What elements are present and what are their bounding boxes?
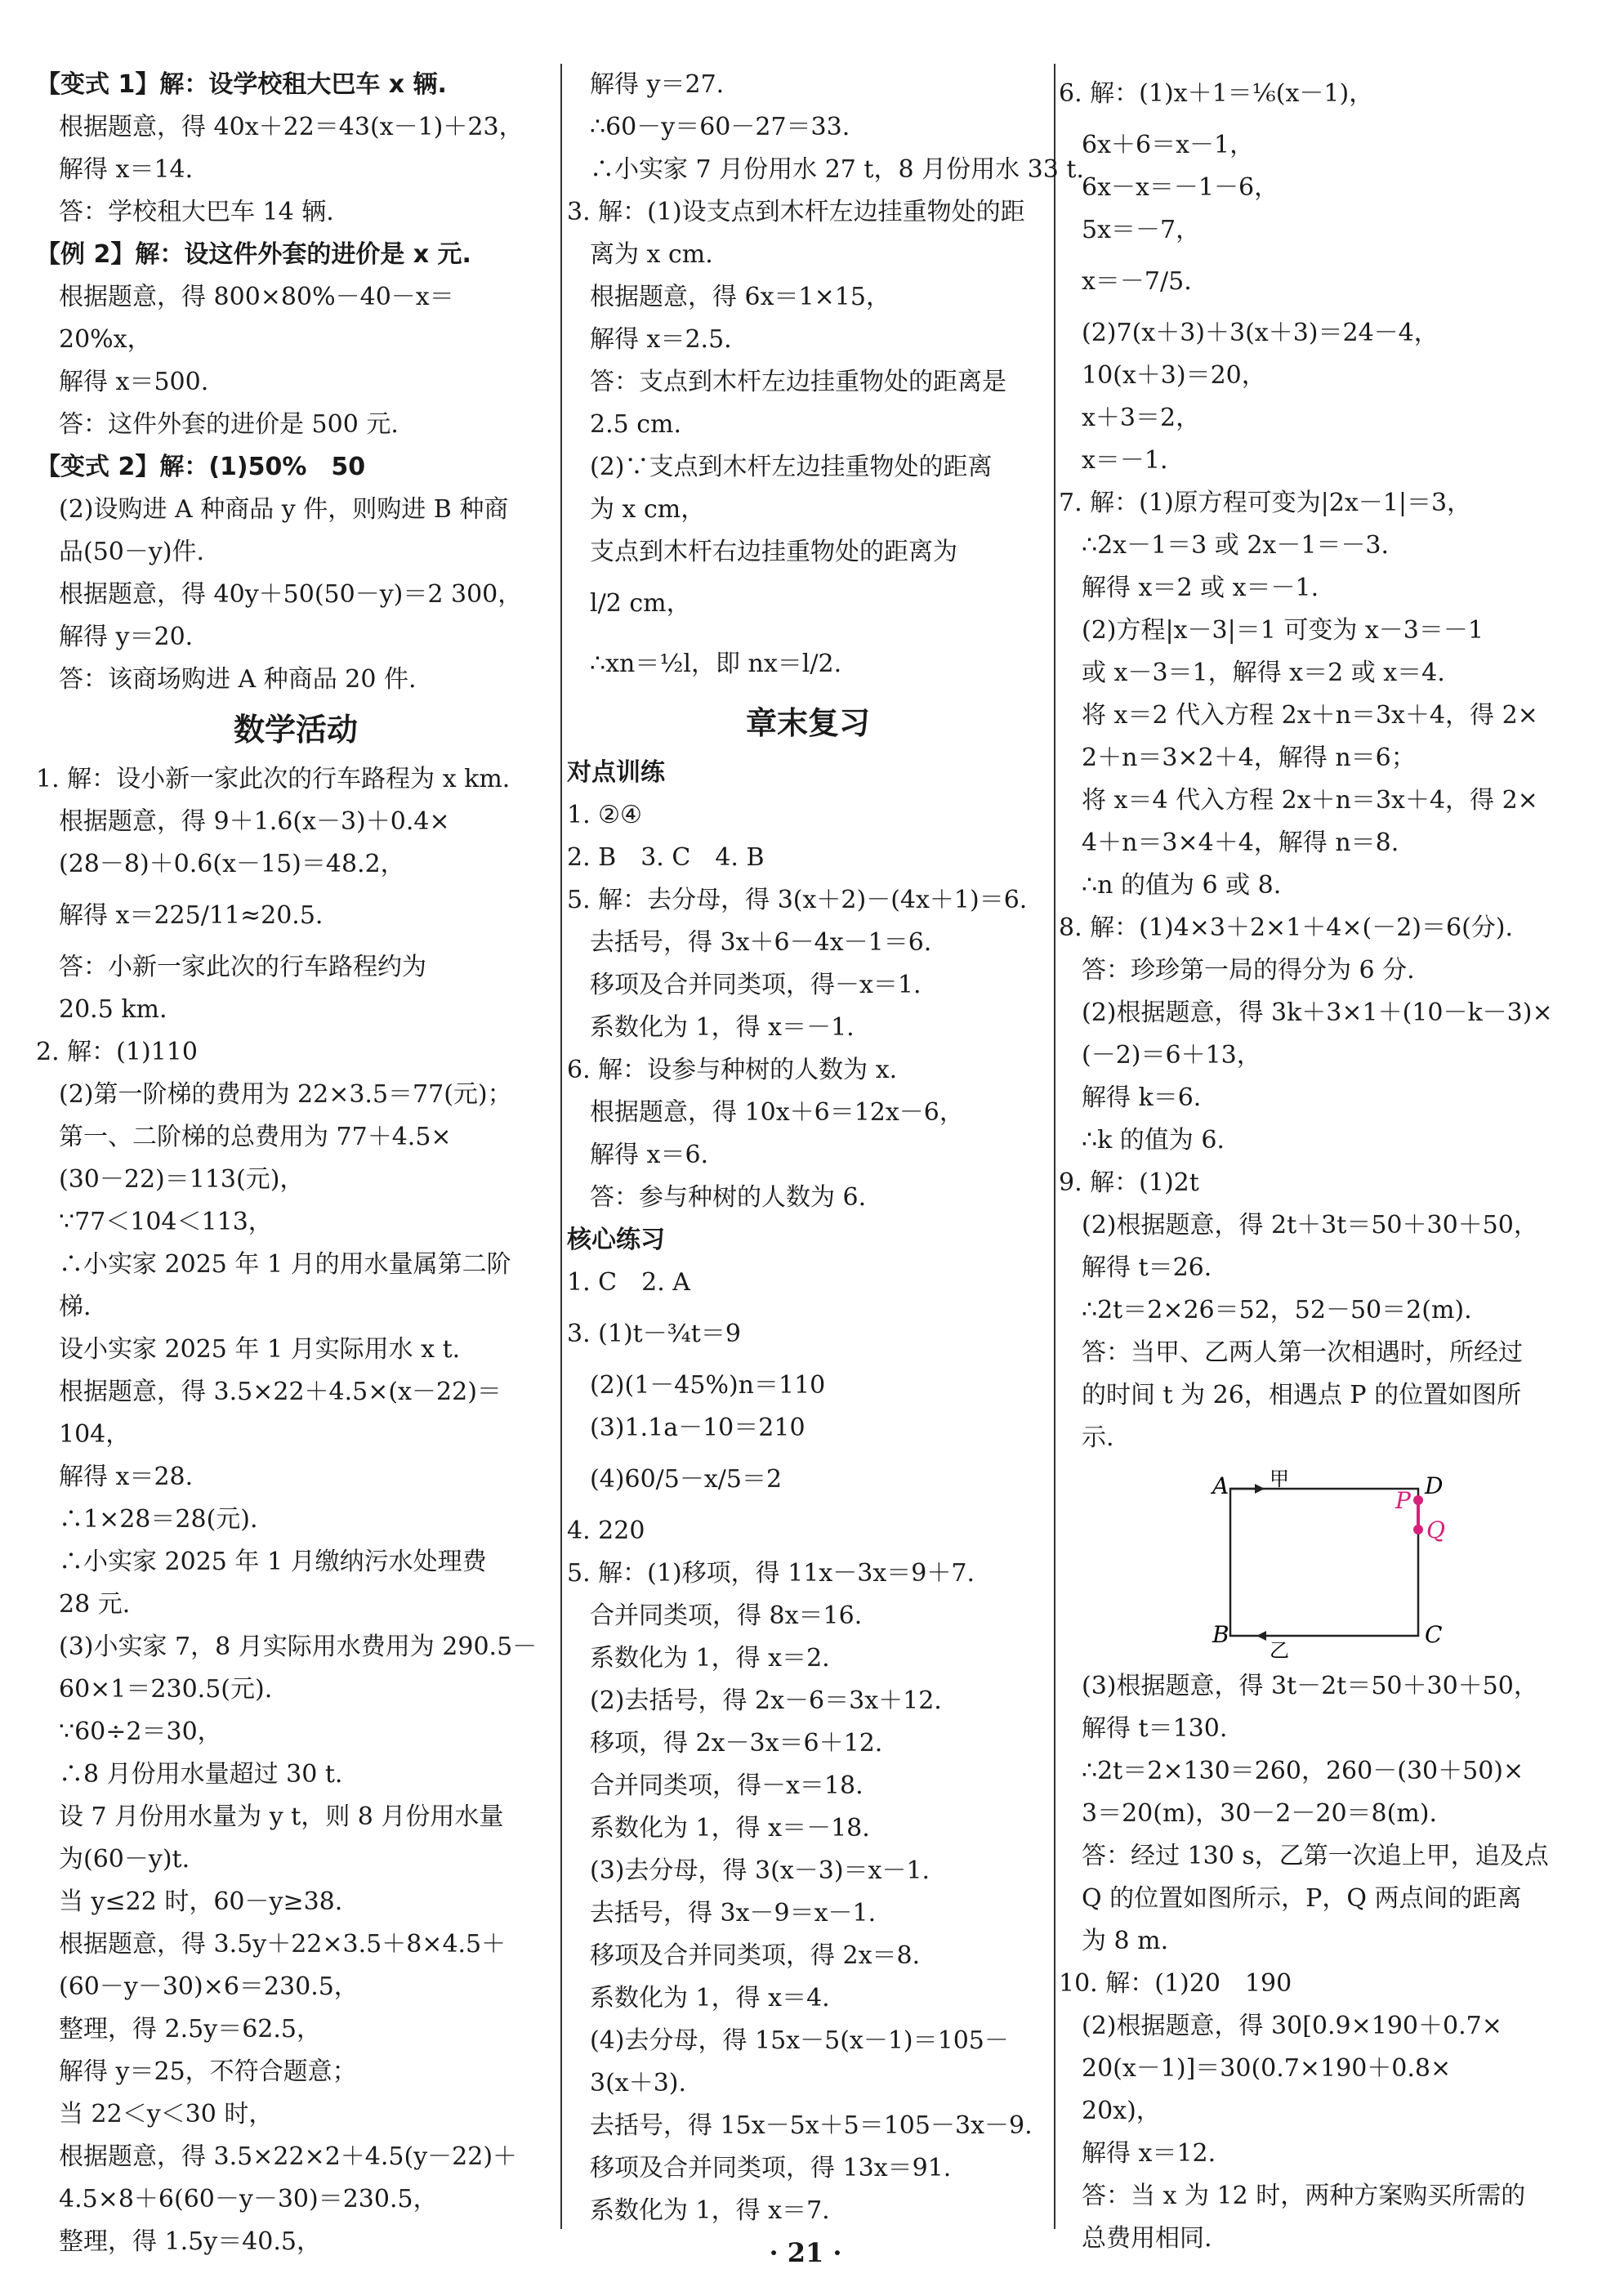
answer-line: 20%x，: [59, 325, 152, 354]
answer-line: (2)去括号，得 2x－6＝3x＋12.: [590, 1686, 942, 1715]
answer-line: x＝－1.: [1082, 446, 1168, 475]
answer-column-3: [1059, 64, 1578, 2260]
answer-line: 合并同类项，得 8x＝16.: [590, 1601, 863, 1630]
answer-line: 28 元.: [59, 1590, 131, 1619]
answer-line: Q 的位置如图所示，P，Q 两点间的距离: [1082, 1884, 1522, 1913]
answer-line: (2)方程|x－3|＝1 可变为 x－3＝－1: [1082, 616, 1484, 645]
answer-line: 去括号，得 3x＋6－4x－1＝6.: [590, 928, 932, 957]
answer-line: 移项及合并同类项，得 2x＝8.: [590, 1941, 921, 1970]
answer-line: (2)∵支点到木杆左边挂重物处的距离: [590, 453, 993, 481]
answer-line: 当 22＜y＜30 时，: [59, 2100, 274, 2128]
answer-line: (4)60/5－x/5＝2: [590, 1465, 783, 1494]
answer-line: 移项，得 2x－3x＝6＋12.: [590, 1729, 883, 1758]
answer-line: 6. 解：(1)x＋1＝⅙(x－1)，: [1059, 79, 1374, 108]
label-c: C: [1425, 1621, 1443, 1648]
answer-line: 根据题意，得 6x＝1×15，: [590, 283, 890, 311]
answer-line: 3. 解：(1)设支点到木杆左边挂重物处的距: [567, 198, 1025, 226]
answer-line: 当 y≤22 时，60－y≥38.: [59, 1887, 343, 1916]
answer-line: (30－22)＝113(元)，: [59, 1165, 305, 1194]
answer-line: ∴8 月份用水量超过 30 t.: [59, 1760, 343, 1789]
answer-line: 5. 解：去分母，得 3(x＋2)－(4x＋1)＝6.: [567, 886, 1028, 914]
answer-line: 为 x cm，: [590, 495, 706, 524]
answer-line: (2)7(x＋3)＋3(x＋3)＝24－4，: [1082, 319, 1439, 347]
answer-line: 2.5 cm.: [590, 410, 682, 439]
answer-line: 整理，得 2.5y＝62.5，: [59, 2015, 321, 2044]
label-d: D: [1425, 1472, 1444, 1499]
track-rectangle: [1230, 1489, 1418, 1636]
answer-line: 20x)，: [1082, 2097, 1161, 2125]
answer-line: 示.: [1082, 1423, 1114, 1452]
answer-line: ∴1×28＝28(元).: [59, 1505, 258, 1534]
answer-line: 支点到木杆右边挂重物处的距离为: [590, 538, 957, 566]
answer-line: 根据题意，得 9＋1.6(x－3)＋0.4×: [59, 807, 450, 836]
answer-line: ∴2x－1＝3 或 2x－1＝－3.: [1082, 531, 1390, 560]
answer-line: 答：这件外套的进价是 500 元.: [59, 410, 399, 439]
answer-line: 答：珍珍第一局的得分为 6 分.: [1082, 956, 1415, 985]
answer-line: 9. 解：(1)2t: [1059, 1168, 1199, 1197]
rectangle-track-figure: [1059, 1464, 1578, 1660]
answer-line: ∵77＜104＜113，: [59, 1208, 273, 1236]
answer-line: 解得 x＝500.: [59, 368, 209, 396]
answer-line: 根据题意，得 3.5×22×2＋4.5(y－22)＋: [59, 2142, 518, 2171]
answer-line: 6. 解：设参与种树的人数为 x.: [567, 1056, 898, 1084]
answer-line: 104，: [59, 1420, 131, 1449]
answer-line: 【例 2】解：设这件外套的进价是 x 元.: [36, 240, 471, 269]
answer-line: 20.5 km.: [59, 995, 167, 1024]
answer-line: 根据题意，得 3.5×22＋4.5×(x－22)＝: [59, 1378, 502, 1406]
answer-line: 数学活动: [233, 712, 358, 748]
answer-line: 答：小新一家此次的行车路程约为: [59, 953, 426, 981]
answer-line: (2)根据题意，得 2t＋3t＝50＋30＋50，: [1082, 1211, 1538, 1240]
answer-line: 章末复习: [745, 705, 870, 741]
answer-line: ∴小实家 2025 年 1 月缴纳污水处理费: [59, 1548, 487, 1576]
answer-line: 解得 y＝27.: [590, 70, 725, 99]
answer-column-1: [36, 64, 556, 2263]
answer-line: 系数化为 1，得 x＝2.: [590, 1644, 830, 1673]
answer-line: (3)根据题意，得 3t－2t＝50＋30＋50，: [1082, 1672, 1538, 1700]
answer-line: ∴小实家 7 月份用水 27 t，8 月份用水 33 t.: [590, 155, 1084, 184]
column-divider-1: [560, 64, 562, 2229]
answer-line: 3(x＋3).: [590, 2069, 687, 2097]
label-p: P: [1395, 1487, 1411, 1514]
answer-line: 答：参与种树的人数为 6.: [590, 1183, 867, 1212]
column-divider-2: [1054, 64, 1055, 2229]
answer-line: ∴60－y＝60－27＝33.: [590, 113, 850, 141]
answer-line: 核心练习: [567, 1226, 665, 1254]
answer-line: (2)根据题意，得 30[0.9×190＋0.7×: [1082, 2012, 1502, 2040]
answer-line: ∴小实家 2025 年 1 月的用水量属第二阶: [59, 1250, 511, 1279]
page-number: · 21 ·: [769, 2237, 842, 2268]
answer-line: 2. B 3. C 4. B: [567, 843, 765, 872]
answer-line: 解得 t＝130.: [1082, 1714, 1228, 1743]
answer-line: 解得 k＝6.: [1082, 1083, 1202, 1112]
jia-arrow-head: [1255, 1484, 1265, 1494]
answer-line: 系数化为 1，得 x＝7.: [590, 2196, 830, 2225]
answer-line: (2)(1－45%)n＝110: [590, 1371, 826, 1400]
answer-line: 20(x－1)]＝30(0.7×190＋0.8×: [1082, 2054, 1452, 2083]
answer-line: 系数化为 1，得 x＝－18.: [590, 1814, 870, 1843]
answer-line: 根据题意，得 40x＋22＝43(x－1)＋23，: [59, 113, 524, 141]
answer-line: ∴2t＝2×130＝260，260－(30＋50)×: [1082, 1757, 1524, 1785]
answer-line: (60－y－30)×6＝230.5，: [59, 1972, 359, 2001]
answer-line: 系数化为 1，得 x＝－1.: [590, 1013, 855, 1042]
answer-line: 1. C 2. A: [567, 1268, 690, 1297]
track-diagram: [1059, 1464, 1578, 1660]
answer-line: (4)去分母，得 15x－5(x－1)＝105－: [590, 2026, 1009, 2055]
answer-line: 解得 x＝14.: [59, 155, 194, 184]
answer-line: 根据题意，得 800×80%－40－x＝: [59, 283, 454, 311]
answer-line: 根据题意，得 10x＋6＝12x－6，: [590, 1098, 964, 1127]
answer-line: 10(x＋3)＝20，: [1082, 361, 1266, 390]
answer-line: (2)设购进 A 种商品 y 件，则购进 B 种商: [59, 495, 509, 524]
answer-line: 1. 解：设小新一家此次的行车路程为 x km.: [36, 765, 511, 793]
answer-line: 2＋n＝3×2＋4，解得 n＝6；: [1082, 744, 1416, 772]
answer-line: 4.5×8＋6(60－y－30)＝230.5，: [59, 2185, 438, 2213]
answer-line: (28－8)＋0.6(x－15)＝48.2，: [59, 850, 405, 878]
answer-line: ∵60÷2＝30，: [59, 1718, 222, 1746]
answer-line: (－2)＝6＋13，: [1082, 1041, 1261, 1070]
answer-column-2: [567, 64, 1084, 2232]
label-jia: 甲: [1270, 1467, 1289, 1490]
answer-line: 6x－x＝－1－6，: [1082, 173, 1279, 202]
answer-line: 【变式 2】解：(1)50% 50: [36, 453, 366, 481]
answer-line: 6x＋6＝x－1，: [1082, 131, 1255, 159]
answer-line: 将 x＝4 代入方程 2x＋n＝3x＋4，得 2×: [1082, 786, 1538, 815]
answer-line: ∴k 的值为 6.: [1082, 1126, 1225, 1155]
answer-line: 解得 x＝2.5.: [590, 325, 732, 354]
answer-line: 8. 解：(1)4×3＋2×1＋4×(－2)＝6(分).: [1059, 913, 1514, 942]
answer-line: 根据题意，得 3.5y＋22×3.5＋8×4.5＋: [59, 1930, 507, 1959]
answer-line: 3. (1)t－¾t＝9: [567, 1320, 741, 1348]
answer-line: 答：当甲、乙两人第一次相遇时，所经过: [1082, 1338, 1523, 1367]
answer-line: 去括号，得 15x－5x＋5＝105－3x－9.: [590, 2111, 1033, 2140]
answer-line: ∴xn＝½l，即 nx＝l/2.: [590, 650, 842, 678]
label-q: Q: [1426, 1517, 1445, 1543]
answer-column-3-top: [1059, 64, 1578, 1459]
label-a: A: [1212, 1472, 1229, 1499]
answer-line: 2. 解：(1)110: [36, 1038, 198, 1066]
answer-line: (3)小实家 7，8 月实际用水费用为 290.5－: [59, 1633, 538, 1661]
answer-line: 根据题意，得 40y＋50(50－y)＝2 300，: [59, 580, 523, 609]
answer-line: 移项及合并同类项，得 13x＝91.: [590, 2154, 952, 2182]
answer-line: 解得 y＝25，不符合题意；: [59, 2057, 357, 2086]
answer-line: 答：学校租大巴车 14 辆.: [59, 198, 334, 226]
answer-line: 4＋n＝3×4＋4，解得 n＝8.: [1082, 829, 1399, 857]
answer-line: (3)1.1a－10＝210: [590, 1414, 806, 1442]
answer-line: 对点训练: [567, 758, 665, 787]
answer-line: 将 x＝2 代入方程 2x＋n＝3x＋4，得 2×: [1082, 701, 1538, 730]
answer-line: 总费用相同.: [1082, 2224, 1212, 2253]
answer-line: 答：经过 130 s，乙第一次追上甲，追及点: [1082, 1842, 1549, 1870]
answer-line: 解得 x＝6.: [590, 1141, 709, 1169]
answer-line: 解得 x＝12.: [1082, 2139, 1216, 2168]
answer-column-3-bottom: [1059, 1665, 1578, 2260]
answer-line: 【变式 1】解：设学校租大巴车 x 辆.: [36, 70, 447, 99]
answer-line: 设 7 月份用水量为 y t，则 8 月份用水量: [59, 1802, 504, 1831]
answer-line: (3)去分母，得 3(x－3)＝x－1.: [590, 1856, 930, 1885]
answer-line: 合并同类项，得－x＝18.: [590, 1771, 864, 1800]
label-b: B: [1212, 1621, 1229, 1648]
yi-arrow-head: [1256, 1631, 1266, 1641]
answer-line: 3＝20(m)，30－2－20＝8(m).: [1082, 1799, 1438, 1828]
answer-line: x＝－7/5.: [1082, 267, 1192, 296]
answer-line: 1. ②④: [567, 801, 642, 829]
answer-line: 移项及合并同类项，得－x＝1.: [590, 971, 922, 999]
answer-line: 系数化为 1，得 x＝4.: [590, 1984, 830, 2012]
answer-line: 第一、二阶梯的总费用为 77＋4.5×: [59, 1123, 452, 1151]
answer-line: 或 x－3＝1，解得 x＝2 或 x＝4.: [1082, 659, 1445, 687]
answer-line: 答：该商场购进 A 种商品 20 件.: [59, 665, 417, 694]
answer-line: 品(50－y)件.: [59, 538, 205, 566]
answer-line: 60×1＝230.5(元).: [59, 1675, 273, 1704]
answer-line: 答：支点到木杆左边挂重物处的距离是: [590, 368, 1006, 396]
answer-line: 7. 解：(1)原方程可变为|2x－1|＝3，: [1059, 489, 1472, 517]
answer-line: (2)根据题意，得 3k＋3×1＋(10－k－3)×: [1082, 998, 1553, 1027]
answer-line: 10. 解：(1)20 190: [1059, 1969, 1292, 1998]
answer-line: 为(60－y)t.: [59, 1845, 190, 1874]
answer-line: ∴n 的值为 6 或 8.: [1082, 871, 1282, 900]
answer-line: x＋3＝2，: [1082, 404, 1201, 432]
answer-line: 梯.: [59, 1293, 91, 1321]
answer-line: ∴2t＝2×26＝52，52－50＝2(m).: [1082, 1296, 1472, 1324]
answer-line: 解得 t＝26.: [1082, 1253, 1212, 1282]
answer-line: 解得 x＝28.: [59, 1463, 194, 1491]
answer-line: 整理，得 1.5y＝40.5，: [59, 2227, 321, 2256]
label-yi: 乙: [1270, 1639, 1289, 1660]
answer-line: 5. 解：(1)移项，得 11x－3x＝9＋7.: [567, 1559, 975, 1588]
answer-line: 答：当 x 为 12 时，两种方案购买所需的: [1082, 2182, 1526, 2210]
answer-line: l/2 cm，: [590, 589, 691, 618]
answer-line: 4. 220: [567, 1517, 645, 1545]
answer-line: 为 8 m.: [1082, 1927, 1169, 1955]
answer-line: 5x＝－7，: [1082, 216, 1201, 244]
answer-line: 的时间 t 为 26，相遇点 P 的位置如图所: [1082, 1381, 1522, 1409]
answer-line: 离为 x cm.: [590, 240, 713, 269]
answer-line: (2)第一阶梯的费用为 22×3.5＝77(元)；: [59, 1080, 512, 1109]
answer-line: 去括号，得 3x－9＝x－1.: [590, 1899, 877, 1927]
answer-line: 解得 x＝225/11≈20.5.: [59, 901, 324, 930]
answer-line: 设小实家 2025 年 1 月实际用水 x t.: [59, 1335, 461, 1364]
answer-line: 解得 y＝20.: [59, 623, 194, 651]
answer-line: 解得 x＝2 或 x＝－1.: [1082, 574, 1319, 602]
